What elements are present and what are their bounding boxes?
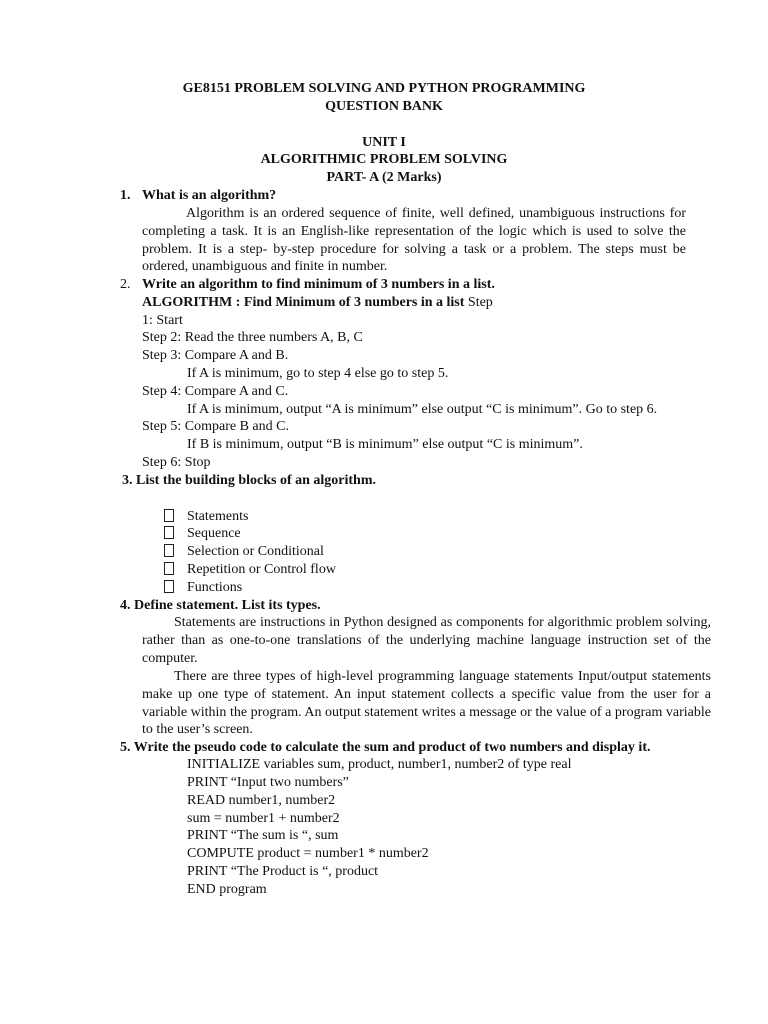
course-title: GE8151 PROBLEM SOLVING AND PYTHON PROGRAMMING	[182, 81, 586, 96]
q3-item: Repetition or Control flow	[187, 562, 336, 577]
q5-line: PRINT “Input two numbers”	[187, 775, 349, 790]
list-item	[164, 525, 174, 543]
q2-step4: Step 4: Compare A and C.	[142, 384, 289, 399]
q1-question: What is an algorithm?	[142, 188, 277, 203]
list-item	[164, 561, 174, 579]
q2-step1: 1: Start	[142, 313, 183, 328]
list-item	[164, 508, 174, 526]
q3-item: Functions	[187, 580, 243, 595]
q2-algo-heading: ALGORITHM : Find Minimum of 3 numbers in a list	[142, 295, 465, 310]
bullet-icon	[164, 580, 174, 593]
q2-step3: Step 3: Compare A and B.	[142, 348, 289, 363]
q2-algo-heading-line	[142, 294, 493, 312]
q2-step5-detail: If B is minimum, output “B is minimum” else output “C is minimum”.	[187, 437, 583, 452]
q5-line: PRINT “The Product is “, product	[187, 864, 379, 879]
q5-line: PRINT “The sum is “, sum	[187, 828, 339, 843]
q5-line: INITIALIZE variables sum, product, number1, number2 of type real	[187, 757, 572, 772]
q3-item: Sequence	[187, 526, 241, 541]
q4-para2: There are three types of high-level programming language statements Input/output statements make up one type of statement. An input statement collects a specific value from the user for a variable within the program. An output statement writes a message or the value of a program variable to the user’s screen.	[142, 669, 711, 738]
q1-answer: Algorithm is an ordered sequence of finite, well defined, unambiguous instructions for completing a task. It is an English-like representation of the logic which is used to solve the problem. It is a step- by-step procedure for solving a task or a problem. The steps must be ordered, unambiguous and finite in number.	[142, 206, 686, 275]
q3-question: 3. List the building blocks of an algorithm.	[122, 473, 376, 488]
q2-step2: Step 2: Read the three numbers A, B, C	[142, 330, 363, 345]
part-heading: PART- A (2 Marks)	[326, 170, 442, 185]
list-item	[164, 543, 174, 561]
q3-item: Statements	[187, 509, 249, 524]
doc-type: QUESTION BANK	[325, 99, 443, 114]
bullet-icon	[164, 509, 174, 522]
bullet-icon	[164, 526, 174, 539]
unit-title: ALGORITHMIC PROBLEM SOLVING	[260, 152, 508, 167]
bullet-icon	[164, 562, 174, 575]
q4-para1: Statements are instructions in Python designed as components for algorithmic problem solving, rather than as one-to-one translations of the underlying machine language instruction set of the computer.	[142, 615, 711, 666]
q5-line: sum = number1 + number2	[187, 811, 340, 826]
q5-line: READ number1, number2	[187, 793, 336, 808]
q5-line: COMPUTE product = number1 * number2	[187, 846, 429, 861]
q1-number: 1.	[120, 188, 131, 203]
q2-number: 2.	[120, 277, 131, 292]
unit-heading: UNIT I	[362, 135, 406, 150]
q2-question: Write an algorithm to find minimum of 3 numbers in a list.	[142, 277, 495, 292]
q2-step3-detail: If A is minimum, go to step 4 else go to step 5.	[187, 366, 449, 381]
q2-step-word: Step	[467, 295, 493, 310]
q2-step6: Step 6: Stop	[142, 455, 211, 470]
list-item	[164, 579, 174, 597]
q5-line: END program	[187, 882, 267, 897]
bullet-icon	[164, 544, 174, 557]
q3-item: Selection or Conditional	[187, 544, 324, 559]
q2-step5: Step 5: Compare B and C.	[142, 419, 289, 434]
q2-step4-detail: If A is minimum, output “A is minimum” else output “C is minimum”. Go to step 6.	[187, 402, 658, 417]
q4-question: 4. Define statement. List its types.	[120, 598, 321, 613]
q5-question: 5. Write the pseudo code to calculate the sum and product of two numbers and display it.	[120, 740, 651, 755]
